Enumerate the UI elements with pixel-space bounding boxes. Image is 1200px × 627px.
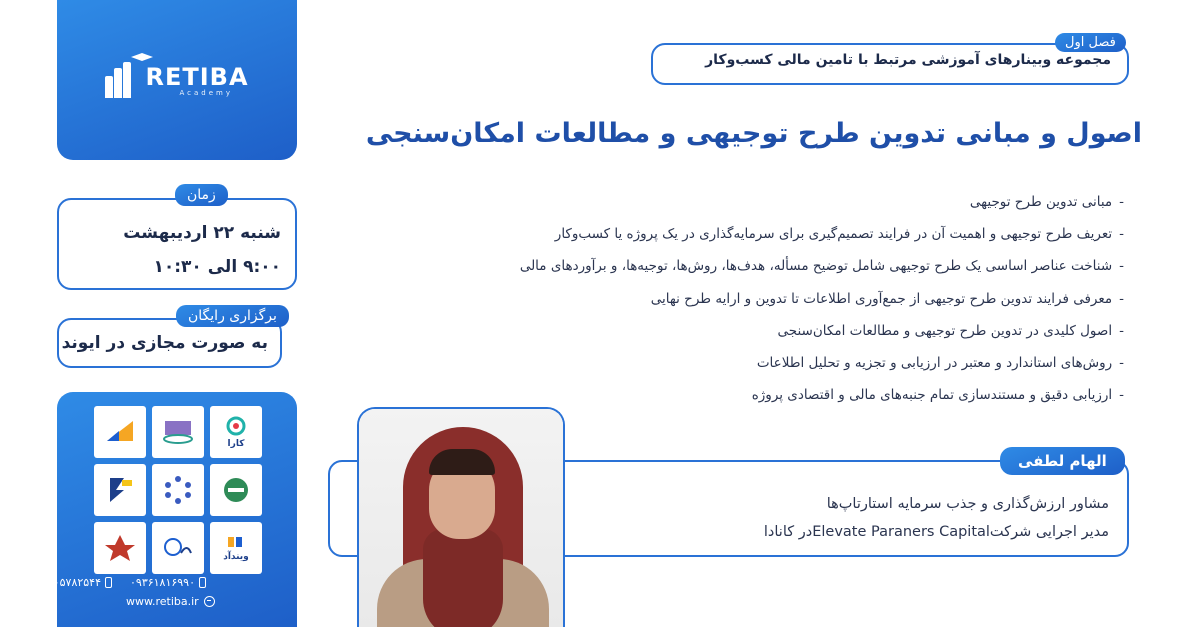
- phone-icon: [105, 577, 112, 588]
- speaker-role-1: مشاور ارزش‌گذاری و جذب سرمایه استارتاپ‌ها: [826, 496, 1109, 512]
- venue-text: به صورت مجازی در ایوند: [61, 333, 268, 353]
- sponsor-logo: [210, 464, 262, 516]
- website-url: www.retiba.ir: [126, 595, 199, 608]
- phone-number: ۰۹۲۰۵۷۸۲۵۴۴: [36, 576, 101, 589]
- sponsor-logo: [152, 464, 204, 516]
- sponsor-logo: [94, 406, 146, 458]
- logo-word: RETIBA: [145, 63, 249, 91]
- speaker-role-2: مدیر اجرایی شرکتElevate Paraners Capitalدر کانادا: [763, 524, 1109, 540]
- topic-item: - تعریف طرح توجیهی و اهمیت آن در فرایند تصمیم‌گیری برای سرمایه‌گذاری در یک پروژه یا کسب‌وکار: [520, 218, 1124, 250]
- series-title: مجموعه وبینارهای آموزشی مرتبط با تامین مالی کسب‌وکار: [705, 52, 1111, 68]
- logo-subtitle: Academy: [179, 89, 233, 97]
- topic-item: - اصول کلیدی در تدوین طرح توجیهی و مطالعات امکان‌سنجی: [520, 315, 1124, 347]
- webinar-title: اصول و مبانی تدوین طرح توجیهی و مطالعات امکان‌سنجی: [365, 118, 1142, 149]
- topic-item: - معرفی فرایند تدوین طرح توجیهی از جمع‌آوری اطلاعات تا تدوین و ارایه طرح نهایی: [520, 283, 1124, 315]
- sponsor-logo: [152, 522, 204, 574]
- logo-panel: [57, 0, 297, 160]
- sponsor-name: کارا: [227, 438, 245, 449]
- free-event-tag: برگزاری رایگان: [176, 305, 289, 327]
- logo-mark-icon: [105, 62, 139, 98]
- website-link[interactable]: [126, 595, 215, 608]
- sponsor-logo-grid: [94, 406, 262, 574]
- event-date: شنبه ۲۲ اردیبهشت: [123, 223, 281, 243]
- sponsor-logo: [94, 464, 146, 516]
- topic-item: - شناخت عناصر اساسی یک طرح توجیهی شامل توضیح مسأله، هدف‌ها، روش‌ها، توجیه‌ها، و برآوردهای مالی: [520, 250, 1124, 282]
- topic-item: - روش‌های استاندارد و معتبر در ارزیابی و تجزیه و تحلیل اطلاعات: [520, 347, 1124, 379]
- sponsor-logo: [94, 522, 146, 574]
- event-hours: ۹:۰۰ الی ۱۰:۳۰: [153, 257, 281, 277]
- time-box: [57, 198, 297, 290]
- phone-contact[interactable]: [130, 576, 206, 589]
- sponsors-panel: [57, 392, 297, 627]
- topics-list: [520, 186, 1124, 411]
- globe-icon: [204, 596, 215, 607]
- topic-item: - مبانی تدوین طرح توجیهی: [520, 186, 1124, 218]
- phone-icon: [199, 577, 206, 588]
- contact-row: [36, 576, 206, 589]
- season-tag: فصل اول: [1055, 33, 1126, 52]
- sponsor-logo: [152, 406, 204, 458]
- topic-item: - ارزیابی دقیق و مستندسازی تمام جنبه‌های مالی و اقتصادی پروژه: [520, 379, 1124, 411]
- phone-number: ۰۹۳۶۱۸۱۶۹۹۰: [130, 576, 195, 589]
- retiba-logo: [105, 62, 248, 98]
- speaker-name: الهام لطفی: [1000, 447, 1125, 475]
- speaker-photo: [357, 407, 565, 627]
- sponsor-name: ویندآد: [223, 551, 249, 562]
- sponsor-logo: [210, 522, 262, 574]
- time-tag: زمان: [175, 184, 228, 206]
- phone-contact[interactable]: [36, 576, 112, 589]
- graduation-cap-icon: [131, 53, 153, 63]
- sponsor-logo: [210, 406, 262, 458]
